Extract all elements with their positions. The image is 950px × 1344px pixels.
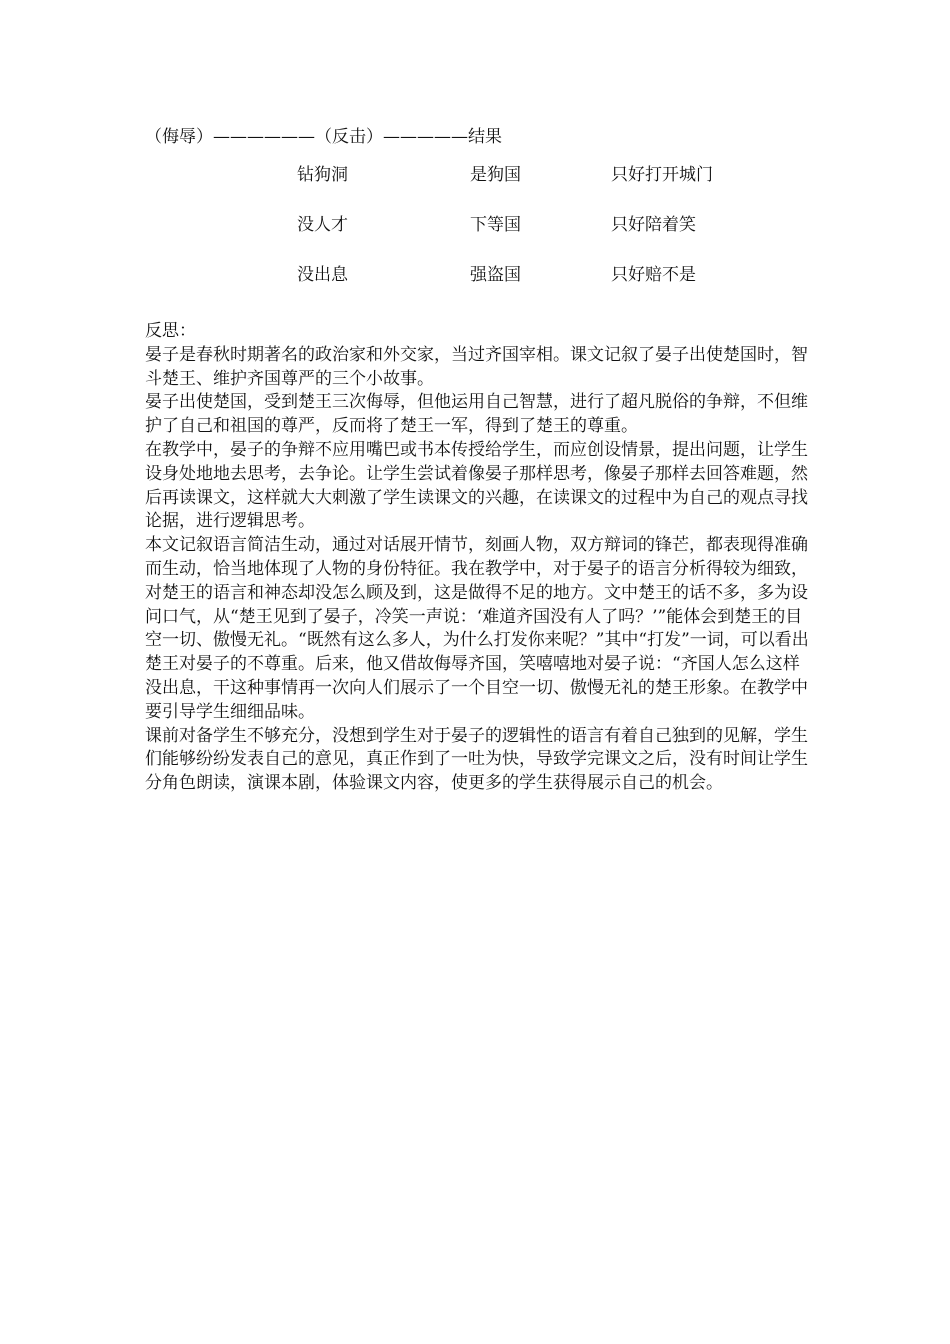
result-cell: 只好陪着笑 [611,215,696,235]
counter-cell: 下等国 [470,215,521,235]
reflection-paragraph: 在教学中，晏子的争辩不应用嘴巴或书本传授给学生，而应创设情景，提出问题，让学生设身处地地去思考，去争论。让学生尝试着像晏子那样思考，像晏子那样去回答难题，然后再读课文，这样就大大刺激了学生读课文的兴趣，在读课文的过程中为自己的观点寻找论据，进行逻辑思考。 [145,439,808,532]
insult-cell: 没出息 [297,265,348,285]
table-row [297,263,817,313]
reflection-title: 反思： [145,321,196,341]
counter-cell: 强盗国 [470,265,521,285]
reflection-paragraph: 课前对备学生不够充分，没想到学生对于晏子的逻辑性的语言有着自己独到的见解，学生们能够纷纷发表自己的意见，真正作到了一吐为快，导致学完课文之后，没有时间让学生分角色朗读，演课本剧，体验课文内容，使更多的学生获得展示自己的机会。 [145,725,808,794]
reflection-paragraph: 晏子出使楚国，受到楚王三次侮辱，但他运用自己智慧，进行了超凡脱俗的争辩，不但维护了自己和祖国的尊严，反而将了楚王一军，得到了楚王的尊重。 [145,392,808,437]
reflection-paragraph: 晏子是春秋时期著名的政治家和外交家，当过齐国宰相。课文记叙了晏子出使楚国时，智斗楚王、维护齐国尊严的三个小故事。 [145,344,808,389]
table-row [297,213,817,263]
table-row [297,163,817,213]
result-cell: 只好赔不是 [611,265,696,285]
reflection-section [145,320,810,796]
counter-cell: 是狗国 [470,165,521,185]
reflection-paragraph: 本文记叙语言简洁生动，通过对话展开情节，刻画人物，双方辩词的锋芒，都表现得准确而生动，恰当地体现了人物的身份特征。我在教学中，对于晏子的语言分析得较为细致，对楚王的语言和神态却没怎么顾及到，这是做得不足的地方。文中楚王的话不多，多为设问口气，从“楚王见到了晏子，冷笑一声说：‘难道齐国没有人了吗？’”能体会到楚王的目空一切、傲慢无礼。“既然有这么多人，为什么打发你来呢？”其中“打发”一词，可以看出楚王对晏子的不尊重。后来，他又借故侮辱齐国，笑嘻嘻地对晏子说：“齐国人怎么这样没出息，干这种事情再一次向人们展示了一个目空一切、傲慢无礼的楚王形象。在教学中要引导学生细细品味。 [145,535,809,722]
insult-cell: 没人才 [297,215,348,235]
structure-header: （侮辱）——————（反击）—————结果 [145,127,502,147]
insult-cell: 钻狗洞 [297,165,348,185]
result-cell: 只好打开城门 [611,165,713,185]
insult-counter-table [297,163,817,313]
